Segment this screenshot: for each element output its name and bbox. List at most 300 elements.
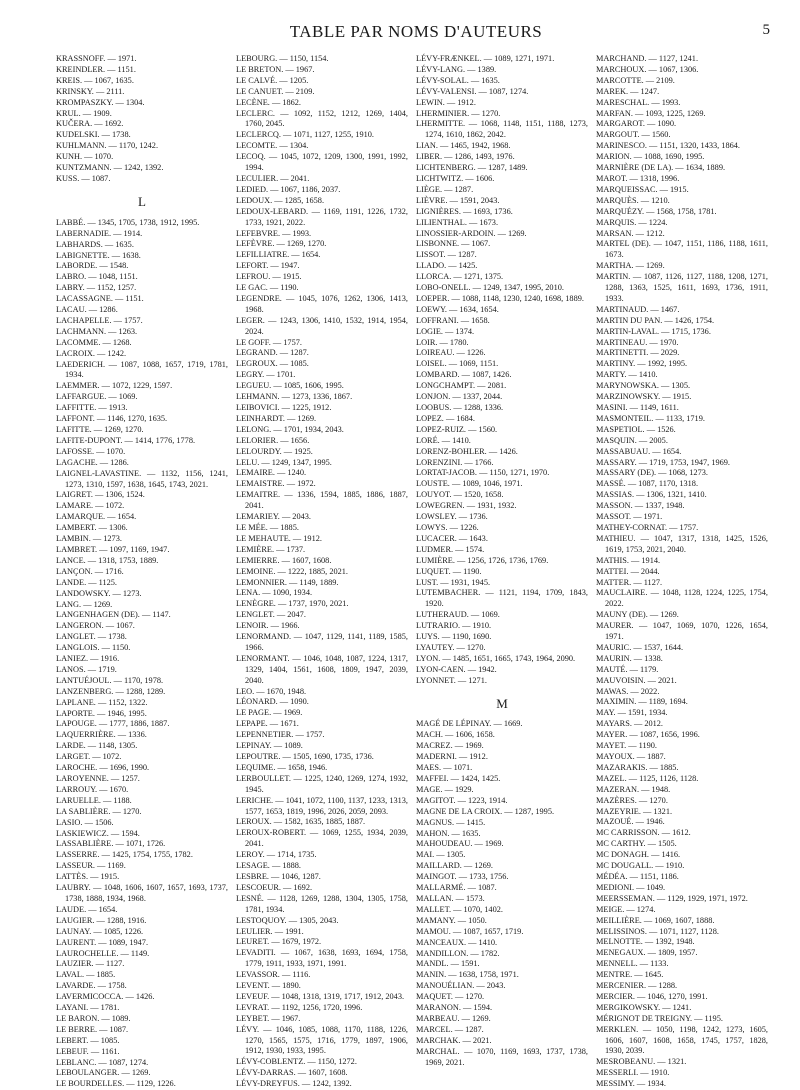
index-entry: MARTY. — 1410. bbox=[596, 370, 658, 380]
index-entry: LOWEGREN. — 1931, 1932. bbox=[416, 501, 517, 511]
index-entry: MAZERAN. — 1948. bbox=[596, 784, 671, 794]
index-entry: MAROT. — 1318, 1996. bbox=[596, 173, 680, 183]
index-entry: MATHIS. — 1914. bbox=[596, 555, 661, 565]
index-entry: LEGUEU. — 1085, 1606, 1995. bbox=[236, 381, 344, 391]
index-entry: LOUSTE. — 1089, 1046, 1971. bbox=[416, 479, 523, 489]
index-entry: LACOMME. — 1268. bbox=[56, 337, 132, 347]
index-entry: LILIENTHAL. — 1673. bbox=[416, 217, 499, 227]
index-entry: LOWSLEY. — 1736. bbox=[416, 512, 488, 522]
index-entry: LEFILLIATRE. — 1654. bbox=[236, 250, 321, 260]
index-entry: LESTOQUOY. — 1305, 2043. bbox=[236, 915, 339, 925]
index-entry: KUDELSKI. — 1738. bbox=[56, 130, 131, 140]
index-entry: MAGE. — 1929. bbox=[416, 784, 474, 794]
index-column-2 bbox=[236, 54, 408, 1089]
index-entry: LERBOULLET. — 1225, 1240, 1269, 1274, 1932, 1945. bbox=[236, 773, 408, 794]
index-entry: LANOS. — 1719. bbox=[56, 664, 117, 674]
index-entry: LICHTENBERG. — 1287, 1489. bbox=[416, 163, 528, 173]
index-entry: LOGIE. — 1374. bbox=[416, 326, 475, 336]
index-entry: LEMIÈRE. — 1737. bbox=[236, 544, 306, 554]
index-entry: LANTUÉJOUL. — 1170, 1978. bbox=[56, 675, 164, 685]
index-entry: LEDOUX. — 1285, 1658. bbox=[236, 195, 325, 205]
index-entry: MARTIN. — 1087, 1126, 1127, 1188, 1208, 1271, 1288, 1363, 1525, 1611, 1693, 1736, 1911, 1933. bbox=[596, 272, 768, 303]
index-entry: MAZARAKIS. — 1885. bbox=[596, 762, 679, 772]
page-header bbox=[56, 22, 776, 46]
index-entry: MARTINETTI. — 2029. bbox=[596, 348, 680, 358]
index-entry: LÉVY-FRÆNKEL. — 1089, 1271, 1971. bbox=[416, 54, 555, 63]
index-entry: LAIGNEL-LAVASTINE. — 1132, 1156, 1241, 1273, 1310, 1597, 1638, 1645, 1743, 2021. bbox=[56, 468, 228, 489]
index-entry: LECÈNE. — 1862. bbox=[236, 97, 301, 107]
index-column-1 bbox=[56, 54, 228, 1089]
index-entry: LEGER. — 1243, 1306, 1410, 1532, 1914, 1954, 2024. bbox=[236, 315, 408, 336]
index-entry: LEGRY. — 1701. bbox=[236, 370, 296, 380]
index-entry: MARCHAK. — 2021. bbox=[416, 1035, 492, 1045]
index-entry: MASSABUAU. — 1654. bbox=[596, 446, 682, 456]
index-entry: MARGOUT. — 1560. bbox=[596, 130, 671, 140]
index-entry: KROMPASZKY. — 1304. bbox=[56, 97, 145, 107]
index-entry: MARNIÈRE (DE LA). — 1634, 1889. bbox=[596, 163, 726, 173]
index-entry: LESBRE. — 1046, 1287. bbox=[236, 871, 321, 881]
index-entry: MESROBEANU. — 1321. bbox=[596, 1057, 687, 1067]
index-entry: LISBONNE. — 1067. bbox=[416, 239, 491, 249]
index-entry: LEVRAT. — 1192, 1256, 1720, 1996. bbox=[236, 1002, 363, 1012]
index-entry: LANGERON. — 1067. bbox=[56, 621, 135, 631]
index-entry: LENGLET. — 2047. bbox=[236, 610, 306, 620]
index-entry: LÉVY-COBLENTZ. — 1150, 1272. bbox=[236, 1057, 357, 1067]
index-entry: MARYNOWSKA. — 1305. bbox=[596, 381, 691, 391]
index-entry: LAEMMER. — 1072, 1229, 1597. bbox=[56, 381, 173, 391]
index-entry: MANOUÉLIAN. — 2043. bbox=[416, 981, 506, 991]
index-entry: LEMIERRE. — 1607, 1608. bbox=[236, 555, 332, 565]
index-entry: LASIO. — 1506. bbox=[56, 817, 114, 827]
index-entry: MERKLEN. — 1050, 1198, 1242, 1273, 1605, 1606, 1607, 1608, 1658, 1745, 1757, 1828, 1930, 2039. bbox=[596, 1024, 768, 1056]
index-entry: KREINDLER. — 1151. bbox=[56, 64, 136, 74]
index-entry: MC DONAGH. — 1416. bbox=[596, 850, 681, 860]
index-entry: LAFFARGUE. — 1069. bbox=[56, 392, 138, 402]
index-entry: MAMANY. — 1050. bbox=[416, 915, 487, 925]
index-entry: MELISSINOS. — 1071, 1127, 1128. bbox=[596, 926, 719, 936]
index-entry: LEMONNIER. — 1149, 1889. bbox=[236, 577, 339, 587]
index-entry: LESAGE. — 1888. bbox=[236, 861, 301, 871]
index-entry: LÉVY-SOLAL. — 1635. bbox=[416, 75, 500, 85]
index-entry: MARTHA. — 1269. bbox=[596, 261, 665, 271]
index-entry: KUNH. — 1070. bbox=[56, 152, 114, 162]
index-entry: LANÇON. — 1716. bbox=[56, 566, 124, 576]
index-entry: LAUNAY. — 1085, 1226. bbox=[56, 926, 144, 936]
index-entry: MASPETIOL. — 1526. bbox=[596, 424, 676, 434]
index-entry: MAWAS. — 2022. bbox=[596, 686, 660, 696]
index-entry: MARINESCO. — 1151, 1320, 1433, 1864. bbox=[596, 141, 740, 151]
index-entry: LEGENDRE. — 1045, 1076, 1262, 1306, 1413, 1968. bbox=[236, 293, 408, 314]
index-entry: MAYOUX. — 1887. bbox=[596, 752, 666, 761]
index-entry: LEFEBVRE. — 1993. bbox=[236, 228, 312, 238]
index-entry: MASINI. — 1149, 1611. bbox=[596, 403, 679, 412]
index-entry: MATHEY-CORNAT. — 1757. bbox=[596, 522, 699, 532]
index-entry: LIBER. — 1286, 1493, 1976. bbox=[416, 152, 515, 162]
index-entry: LOFFRANI. — 1658. bbox=[416, 315, 490, 325]
index-entry: LEBEUF. — 1161. bbox=[56, 1046, 120, 1056]
index-entry: MC CARTHY. — 1505. bbox=[596, 839, 677, 849]
index-entry: LHERMITTE. — 1068, 1148, 1151, 1188, 1273, 1274, 1610, 1862, 2042. bbox=[416, 119, 588, 140]
index-entry: LELOURDY. — 1925. bbox=[236, 446, 313, 456]
index-entry: MERCIER. — 1046, 1270, 1991. bbox=[596, 991, 708, 1001]
page-title: TABLE PAR NOMS D'AUTEURS bbox=[289, 22, 543, 41]
index-entry: LYONNET. — 1271. bbox=[416, 675, 487, 685]
index-entry: LENOIR. — 1966. bbox=[236, 621, 300, 631]
index-entry: LAFITTE. — 1269, 1270. bbox=[56, 425, 144, 434]
index-entry: MERCENIER. — 1288. bbox=[596, 981, 678, 991]
index-entry: LOPEZ-RUIZ. — 1560. bbox=[416, 424, 498, 434]
index-entry: LE GAC. — 1190. bbox=[236, 283, 299, 293]
index-entry: MAILLARD. — 1269. bbox=[416, 861, 493, 871]
index-entry: LEROY. — 1714, 1735. bbox=[236, 850, 317, 860]
index-entry: MARTEL (DE). — 1047, 1151, 1186, 1188, 1611, 1673. bbox=[596, 239, 768, 260]
index-entry: MEERSSEMAN. — 1129, 1929, 1971, 1972. bbox=[596, 893, 748, 903]
index-entry: LAFOSSE. — 1070. bbox=[56, 446, 126, 456]
index-entry: LAMBERT. — 1306. bbox=[56, 523, 128, 533]
index-entry: MC CARRISSON. — 1612. bbox=[596, 828, 691, 838]
index-entry: LAIGRET. — 1306, 1524. bbox=[56, 490, 145, 500]
index-entry: LEBOURG. — 1150, 1154. bbox=[236, 54, 329, 63]
index-entry: LAUBRY. — 1048, 1606, 1607, 1657, 1693, 1737, 1738, 1888, 1934, 1968. bbox=[56, 883, 228, 903]
index-entry: LORÉ. — 1410. bbox=[416, 435, 471, 445]
index-entry: LE CANUET. — 2109. bbox=[236, 86, 315, 96]
index-entry: LECULIER. — 2041. bbox=[236, 173, 310, 183]
page-number: 5 bbox=[762, 22, 770, 38]
index-entry: LANIEZ. — 1916. bbox=[56, 654, 120, 664]
index-entry: LAVAL. — 1885. bbox=[56, 970, 116, 980]
index-entry: MAUCLAIRE. — 1048, 1128, 1224, 1225, 1754, 2022. bbox=[596, 588, 768, 609]
index-entry: KRASSNOFF. — 1971. bbox=[56, 54, 137, 63]
index-entry: KUNTZMANN. — 1242, 1392. bbox=[56, 163, 164, 173]
index-entry: LABHARDS. — 1635. bbox=[56, 239, 134, 249]
index-entry: LORENZINI. — 1766. bbox=[416, 457, 494, 467]
index-entry: LLADO. — 1425. bbox=[416, 261, 478, 271]
index-entry: LAPLANE. — 1152, 1322. bbox=[56, 697, 148, 707]
index-entry: LENORMAND. — 1047, 1129, 1141, 1189, 1585, 1966. bbox=[236, 632, 408, 652]
index-entry: MAES. — 1071. bbox=[416, 763, 473, 773]
index-entry: MAINGOT. — 1733, 1756. bbox=[416, 872, 509, 882]
index-entry: LE GOFF. — 1757. bbox=[236, 337, 302, 347]
index-entry: LEDIED. — 1067, 1186, 2037. bbox=[236, 184, 341, 194]
index-entry: MAYET. — 1190. bbox=[596, 741, 657, 751]
index-entry: MAURER. — 1047, 1069, 1070, 1226, 1654, 1971. bbox=[596, 621, 768, 642]
index-entry: LUTRARIO. — 1910. bbox=[416, 621, 492, 631]
index-entry: MAZEL. — 1125, 1126, 1128. bbox=[596, 773, 699, 783]
index-entry: LENA. — 1090, 1934. bbox=[236, 588, 313, 598]
index-entry: LUTHERAUD. — 1069. bbox=[416, 610, 500, 620]
index-entry: LAURENT. — 1089, 1947. bbox=[56, 937, 149, 947]
index-entry: LEIBOVICI. — 1225, 1912. bbox=[236, 403, 332, 412]
index-entry: LÉVY-DREYFUS. — 1242, 1392. bbox=[236, 1079, 352, 1089]
index-entry: LEQUIME. — 1658, 1946. bbox=[236, 762, 328, 772]
index-entry: LE MEHAUTE. — 1912. bbox=[236, 533, 322, 543]
index-entry: MARCHAL. — 1070, 1169, 1693, 1737, 1738, 1969, 2021. bbox=[416, 1046, 588, 1067]
index-entry: LEFROU. — 1915. bbox=[236, 272, 302, 282]
index-entry: KRINSKY. — 2111. bbox=[56, 86, 125, 96]
index-entry: LAUDE. — 1654. bbox=[56, 904, 118, 914]
index-entry: LAMARE. — 1072. bbox=[56, 501, 125, 511]
index-entry: LAUZIER. — 1127. bbox=[56, 959, 125, 969]
index-entry: LOUYOT. — 1520, 1658. bbox=[416, 490, 504, 500]
index-entry: LERICHE. — 1041, 1072, 1100, 1137, 1233, 1313, 1577, 1653, 1819, 1996, 2026, 2059, 2093. bbox=[236, 795, 408, 816]
index-entry: MASSARY. — 1719, 1753, 1947, 1969. bbox=[596, 457, 731, 467]
index-entry: LOEPER. — 1088, 1148, 1230, 1240, 1698, 1889. bbox=[416, 293, 584, 303]
index-entry: LECOQ. — 1045, 1072, 1209, 1300, 1991, 1992, 1994. bbox=[236, 152, 408, 173]
index-entry: LE CALVÉ. — 1205. bbox=[236, 75, 309, 85]
index-entry: LE MÉE. — 1885. bbox=[236, 522, 299, 532]
index-entry: LASKIEWICZ. — 1594. bbox=[56, 828, 140, 838]
index-entry: MAURIC. — 1537, 1644. bbox=[596, 642, 684, 652]
index-entry: MARBEAU. — 1269. bbox=[416, 1013, 491, 1023]
index-entry: LE BERRE. — 1087. bbox=[56, 1024, 129, 1034]
index-entry: MELNOTTE. — 1392, 1948. bbox=[596, 937, 695, 947]
index-entry: LIGNIÈRES. — 1693, 1736. bbox=[416, 206, 513, 216]
index-entry: LUST. — 1931, 1945. bbox=[416, 577, 491, 587]
index-entry: MAUTÉ. — 1179. bbox=[596, 664, 659, 674]
index-entry: MARQUIS. — 1224. bbox=[596, 217, 668, 227]
index-entry: LEROUX. — 1582, 1635, 1885, 1887. bbox=[236, 817, 366, 827]
index-entry: KUHLMANN. — 1170, 1242. bbox=[56, 141, 159, 151]
index-entry: LACROIX. — 1242. bbox=[56, 348, 127, 358]
index-entry: LIAN. — 1465, 1942, 1968. bbox=[416, 141, 511, 151]
index-entry: LEPOUTRE. — 1505, 1690, 1735, 1736. bbox=[236, 752, 374, 761]
index-entry: MANCEAUX. — 1410. bbox=[416, 937, 498, 947]
index-entry: MEDIONI. — 1049. bbox=[596, 882, 666, 892]
index-entry: MARCOTTE. — 2109. bbox=[596, 75, 675, 85]
index-entry: LABERNADIE. — 1914. bbox=[56, 228, 143, 238]
index-columns bbox=[56, 54, 780, 1089]
index-entry: LESNÉ. — 1128, 1269, 1288, 1304, 1305, 1758, 1781, 1934. bbox=[236, 893, 408, 914]
index-entry: LORENZ-BOHLER. — 1426. bbox=[416, 446, 518, 456]
index-entry: MAFFEI. — 1424, 1425. bbox=[416, 774, 501, 783]
index-entry: MAZEYRIE. — 1321. bbox=[596, 806, 673, 816]
index-entry: LAMBRET. — 1097, 1169, 1947. bbox=[56, 544, 170, 554]
index-entry: LEWIN. — 1912. bbox=[416, 97, 476, 107]
index-entry: LYON. — 1485, 1651, 1665, 1743, 1964, 2090. bbox=[416, 653, 576, 663]
index-entry: LEBERT. — 1085. bbox=[56, 1035, 120, 1045]
index-entry: MAGÉ DE LÉPINAY. — 1669. bbox=[416, 719, 523, 729]
index-entry: LOMBARD. — 1087, 1426. bbox=[416, 370, 512, 380]
index-entry: KUSS. — 1087. bbox=[56, 173, 111, 183]
index-entry: LONJON. — 1337, 2044. bbox=[416, 392, 503, 402]
index-entry: LASSEUR. — 1169. bbox=[56, 861, 126, 871]
index-entry: MARQUÉZY. — 1568, 1758, 1781. bbox=[596, 206, 717, 216]
index-entry: LENORMANT. — 1046, 1048, 1087, 1224, 1317, 1329, 1404, 1561, 1608, 1809, 1947, 2039, 2040. bbox=[236, 653, 408, 685]
index-entry: LYON-CAEN. — 1942. bbox=[416, 664, 497, 674]
index-entry: MAXIMIN. — 1189, 1694. bbox=[596, 697, 688, 707]
index-entry: LEPAPE. — 1671. bbox=[236, 719, 299, 729]
index-entry: LELU. — 1249, 1347, 1995. bbox=[236, 457, 332, 467]
index-entry: LICHTWITZ. — 1606. bbox=[416, 173, 495, 183]
index-entry: MEIGE. — 1274. bbox=[596, 904, 656, 914]
index-entry: LABRO. — 1048, 1151. bbox=[56, 272, 138, 282]
index-entry: LEO. — 1670, 1948. bbox=[236, 686, 307, 696]
index-entry: KUČERA. — 1692. bbox=[56, 119, 124, 129]
index-entry: MASSOT. — 1971. bbox=[596, 512, 663, 522]
index-entry: MAURIN. — 1338. bbox=[596, 653, 663, 663]
index-entry: MERGIKOWSKY. — 1241. bbox=[596, 1002, 692, 1012]
index-entry: LABRY. — 1152, 1257. bbox=[56, 283, 137, 293]
index-entry: LEPENNETIER. — 1757. bbox=[236, 730, 325, 740]
index-entry: LAFFONT. — 1146, 1270, 1635. bbox=[56, 414, 168, 424]
index-entry: LANCE. — 1318, 1753, 1889. bbox=[56, 555, 159, 565]
index-entry: KREIS. — 1067, 1635. bbox=[56, 75, 134, 85]
index-entry: LE BARON. — 1089. bbox=[56, 1013, 131, 1023]
index-entry: LE PAGE. — 1969. bbox=[236, 708, 303, 718]
index-entry: MESSIMY. — 1934. bbox=[596, 1079, 666, 1089]
index-entry: MARTINY. — 1992, 1995. bbox=[596, 359, 688, 369]
index-entry: LHERMINIER. — 1270. bbox=[416, 108, 501, 118]
index-entry: LAMBIN. — 1273. bbox=[56, 534, 122, 544]
index-entry: MAZÈRES. — 1270. bbox=[596, 795, 668, 805]
index-entry: LENÈGRE. — 1737, 1970, 2021. bbox=[236, 599, 349, 609]
index-entry: LECOMTE. — 1304. bbox=[236, 141, 309, 151]
index-entry: LARROUY. — 1670. bbox=[56, 784, 129, 794]
index-entry: MESSERLI. — 1910. bbox=[596, 1068, 670, 1078]
index-entry: MAUNY (DE). — 1269. bbox=[596, 610, 679, 620]
index-entry: MAGNUS. — 1415. bbox=[416, 817, 486, 827]
index-entry: MALLET. — 1070, 1402. bbox=[416, 904, 503, 914]
index-entry: LEULIER. — 1991. bbox=[236, 926, 304, 936]
index-entry: LOWYS. — 1226. bbox=[416, 522, 479, 532]
index-entry: MARFAN. — 1093, 1225, 1269. bbox=[596, 108, 706, 118]
index-entry: LOEWY. — 1634, 1654. bbox=[416, 304, 499, 314]
index-entry: LLORCA. — 1271, 1375. bbox=[416, 272, 504, 282]
index-entry: LE BRETON. — 1967. bbox=[236, 64, 315, 74]
index-entry: MACH. — 1606, 1658. bbox=[416, 730, 495, 740]
index-entry: LUMIÈRE. — 1256, 1726, 1736, 1769. bbox=[416, 555, 549, 565]
index-entry: LOBO-ONELL. — 1249, 1347, 1995, 2010. bbox=[416, 283, 564, 293]
index-entry: LAPOUGE. — 1777, 1886, 1887. bbox=[56, 719, 170, 729]
index-entry: MENNELL. — 1133. bbox=[596, 959, 669, 969]
index-entry: LEMAITRE. — 1336, 1594, 1885, 1886, 1887, 2041. bbox=[236, 490, 408, 511]
index-entry: LABBÉ. — 1345, 1705, 1738, 1912, 1995. bbox=[56, 217, 200, 227]
index-entry: LIÈGE. — 1287. bbox=[416, 184, 474, 194]
index-entry: MARQUÈS. — 1210. bbox=[596, 195, 670, 205]
index-entry: LAROCHE. — 1696, 1990. bbox=[56, 763, 150, 773]
index-entry: LUYS. — 1190, 1690. bbox=[416, 632, 492, 642]
index-entry: LELONG. — 1701, 1934, 2043. bbox=[236, 424, 344, 434]
index-entry: LEVENT. — 1890. bbox=[236, 981, 301, 991]
index-entry: MALLAN. — 1573. bbox=[416, 893, 485, 903]
section-letter: L bbox=[138, 193, 146, 209]
index-entry: LOPEZ. — 1684. bbox=[416, 413, 475, 423]
index-entry: LESCOEUR. — 1692. bbox=[236, 882, 313, 892]
index-entry: MATTEI. — 2044. bbox=[596, 566, 660, 576]
index-entry: MARCHAND. — 1127, 1241. bbox=[596, 54, 699, 63]
index-entry: LAUROCHELLE. — 1149. bbox=[56, 948, 150, 958]
index-entry: LEVADITI. — 1067, 1638, 1693, 1694, 1758, 1779, 1911, 1933, 1971, 1991. bbox=[236, 948, 408, 969]
index-entry: MARTIN-LAVAL. — 1715, 1736. bbox=[596, 326, 711, 336]
index-entry: MENEGAUX. — 1809, 1957. bbox=[596, 948, 698, 958]
index-entry: LANGLOIS. — 1150. bbox=[56, 643, 131, 653]
index-entry: MAYER. — 1087, 1656, 1996. bbox=[596, 730, 700, 740]
index-entry: LEMOINE. — 1222, 1885, 2021. bbox=[236, 566, 348, 576]
index-entry: LEYBET. — 1967. bbox=[236, 1013, 301, 1023]
index-entry: LANG. — 1269. bbox=[56, 599, 113, 609]
index-entry: LAFFITTE. — 1913. bbox=[56, 403, 128, 413]
index-entry: MASSÉ. — 1087, 1170, 1318. bbox=[596, 479, 699, 489]
index-entry: LEINHARDT. — 1269. bbox=[236, 413, 317, 423]
index-entry: LAEDERICH. — 1087, 1088, 1657, 1719, 1781, 1934. bbox=[56, 359, 228, 380]
index-column-3 bbox=[416, 54, 588, 1074]
index-entry: MADERNI. — 1912. bbox=[416, 752, 488, 762]
index-entry: KRUL. — 1909. bbox=[56, 108, 112, 118]
index-entry: LECLERCQ. — 1071, 1127, 1255, 1910. bbox=[236, 130, 374, 140]
index-entry: LECLERC. — 1092, 1152, 1212, 1269, 1404, 1760, 2045. bbox=[236, 108, 408, 129]
index-entry: LÉVY-LANG. — 1389. bbox=[416, 64, 497, 74]
index-entry: MAUVOISIN. — 2021. bbox=[596, 675, 677, 685]
index-entry: MAREK. — 1247. bbox=[596, 86, 660, 96]
index-entry: MACREZ. — 1969. bbox=[416, 741, 484, 751]
index-entry: LÉVY-DARRAS. — 1607, 1608. bbox=[236, 1068, 348, 1078]
index-entry: LA SABLIÈRE. — 1270. bbox=[56, 806, 142, 816]
index-entry: LEFÈVRE. — 1269, 1270. bbox=[236, 239, 327, 249]
index-entry: LEGRAND. — 1287. bbox=[236, 348, 309, 358]
index-entry: MARCHOUX. — 1067, 1306. bbox=[596, 64, 699, 74]
index-entry: LARUELLE. — 1188. bbox=[56, 795, 132, 805]
index-entry: LANDOWSKY. — 1273. bbox=[56, 588, 142, 598]
index-entry: LANZENBERG. — 1288, 1289. bbox=[56, 686, 166, 696]
index-entry: LISSOT. — 1287. bbox=[416, 250, 477, 260]
index-entry: LIÈVRE. — 1591, 2043. bbox=[416, 195, 500, 205]
index-entry: LAFITE-DUPONT. — 1414, 1776, 1778. bbox=[56, 435, 196, 445]
index-entry: LANDE. — 1125. bbox=[56, 577, 117, 587]
index-entry: MARION. — 1088, 1690, 1995. bbox=[596, 152, 705, 162]
index-entry: LEVEUF. — 1048, 1318, 1319, 1717, 1912, 2043. bbox=[236, 991, 405, 1001]
index-entry: LEBOULANGER. — 1269. bbox=[56, 1068, 151, 1078]
index-entry: MANIN. — 1638, 1758, 1971. bbox=[416, 970, 519, 980]
index-entry: LEROUX-ROBERT. — 1069, 1255, 1934, 2039, 2041. bbox=[236, 828, 408, 849]
index-entry: LÉVY. — 1046, 1085, 1088, 1170, 1188, 1226, 1270, 1565, 1575, 1716, 1779, 1897, 1906, 1912, 1930, 1933, 1995. bbox=[236, 1024, 408, 1056]
index-entry: MARSAN. — 1212. bbox=[596, 228, 665, 238]
index-entry: LAMARQUE. — 1654. bbox=[56, 512, 137, 522]
index-entry: LAYANI. — 1781. bbox=[56, 1003, 120, 1013]
index-entry: LASSERRE. — 1425, 1754, 1755, 1782. bbox=[56, 850, 193, 860]
index-entry: LASSABLIÈRE. — 1071, 1726. bbox=[56, 839, 166, 849]
index-entry: LARGET. — 1072. bbox=[56, 752, 122, 762]
index-entry: LUDMER. — 1574. bbox=[416, 544, 485, 554]
index-entry: MARTINEAU. — 1970. bbox=[596, 337, 679, 347]
index-entry: MÉRIGNOT DE TREIGNY. — 1195. bbox=[596, 1013, 723, 1023]
index-entry: LANGENHAGEN (DE). — 1147. bbox=[56, 610, 171, 620]
index-entry: MARCEL. — 1287. bbox=[416, 1024, 484, 1034]
index-entry: LATTÈS. — 1915. bbox=[56, 872, 120, 882]
index-entry: LEMAIRE. — 1240. bbox=[236, 468, 307, 478]
index-entry: MALLARMÉ. — 1087. bbox=[416, 883, 497, 893]
index-entry: MAI. — 1305. bbox=[416, 850, 466, 860]
index-entry: LACASSAGNE. — 1151. bbox=[56, 294, 144, 304]
index-entry: MARESCHAL. — 1993. bbox=[596, 97, 681, 107]
index-entry: LOOBUS. — 1288, 1336. bbox=[416, 403, 504, 412]
index-entry: MARGAROT. — 1090. bbox=[596, 119, 677, 129]
index-entry: LAROYENNE. — 1257. bbox=[56, 774, 140, 783]
index-entry: LAQUERRIÈRE. — 1336. bbox=[56, 730, 147, 740]
index-entry: LONGCHAMPT. — 2081. bbox=[416, 381, 507, 391]
index-entry: MAQUET. — 1270. bbox=[416, 992, 485, 1002]
index-entry: LABIGNETTE. — 1638. bbox=[56, 250, 141, 260]
index-entry: LEHMANN. — 1273, 1336, 1867. bbox=[236, 392, 353, 402]
index-entry: MATTER. — 1127. bbox=[596, 577, 663, 587]
index-entry: LEFORT. — 1947. bbox=[236, 261, 300, 271]
index-entry: LEMAISTRE. — 1972. bbox=[236, 479, 316, 489]
index-entry: MC DOUGALL. — 1910. bbox=[596, 861, 685, 871]
index-entry: MAMOU. — 1087, 1657, 1719. bbox=[416, 926, 524, 936]
index-entry: LEBLANC. — 1087, 1274. bbox=[56, 1057, 149, 1067]
index-entry: MAY. — 1591, 1934. bbox=[596, 708, 668, 718]
index-entry: LOIR. — 1780. bbox=[416, 337, 469, 347]
index-entry: MÉDÉA. — 1151, 1186. bbox=[596, 871, 679, 881]
